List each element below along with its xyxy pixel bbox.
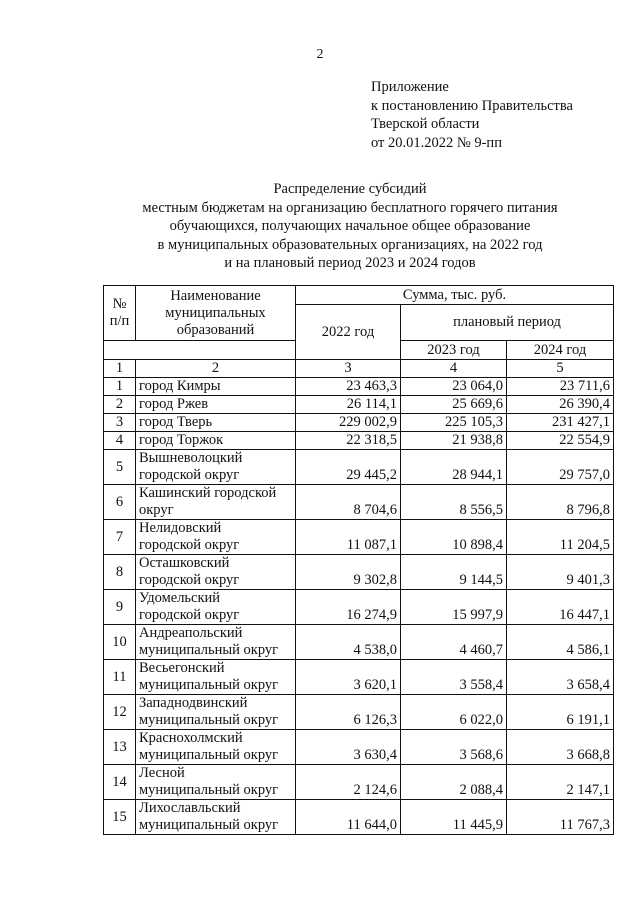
value-2023: 8 556,5 bbox=[401, 485, 507, 520]
table-row bbox=[104, 660, 614, 695]
table-row bbox=[104, 730, 614, 765]
row-number: 14 bbox=[104, 765, 136, 800]
row-number: 1 bbox=[104, 378, 136, 396]
header-2023: 2023 год bbox=[401, 341, 507, 360]
municipality-name bbox=[136, 378, 296, 396]
appendix-line: от 20.01.2022 № 9-пп bbox=[371, 134, 502, 151]
page-number: 2 bbox=[316, 47, 324, 62]
value-2023: 9 144,5 bbox=[401, 555, 507, 590]
municipality-name-line: городской округ bbox=[139, 607, 240, 623]
value-2023: 11 445,9 bbox=[401, 800, 507, 835]
value-2024: 3 668,8 bbox=[507, 730, 614, 765]
value-2024: 9 401,3 bbox=[507, 555, 614, 590]
municipality-name-line: муниципальный округ bbox=[139, 677, 279, 693]
value-2022: 26 114,1 bbox=[296, 396, 401, 414]
row-number: 12 bbox=[104, 695, 136, 730]
column-number: 1 bbox=[104, 360, 136, 378]
value-2024: 26 390,4 bbox=[507, 396, 614, 414]
municipality-name-line: городской округ bbox=[139, 467, 240, 483]
header-sum: Сумма, тыс. руб. bbox=[296, 286, 614, 305]
municipality-name bbox=[136, 520, 296, 555]
table-row bbox=[104, 590, 614, 625]
column-number: 3 bbox=[296, 360, 401, 378]
value-2023: 10 898,4 bbox=[401, 520, 507, 555]
row-number: 6 bbox=[104, 485, 136, 520]
municipality-name-line: муниципальный округ bbox=[139, 712, 279, 728]
value-2024: 6 191,1 bbox=[507, 695, 614, 730]
title-line: и на плановый период 2023 и 2024 годов bbox=[224, 255, 476, 271]
header-spacer bbox=[104, 341, 296, 360]
title-line: обучающихся, получающих начальное общее образование bbox=[169, 218, 531, 234]
municipality-name-line: город Торжок bbox=[139, 432, 224, 448]
municipality-name-line: округ bbox=[139, 502, 174, 518]
value-2024: 22 554,9 bbox=[507, 432, 614, 450]
value-2024: 11 767,3 bbox=[507, 800, 614, 835]
municipality-name bbox=[136, 485, 296, 520]
subsidy-table bbox=[103, 285, 614, 835]
value-2022: 4 538,0 bbox=[296, 625, 401, 660]
municipality-name bbox=[136, 396, 296, 414]
header-number-line: п/п bbox=[109, 313, 130, 329]
municipality-name-line: муниципальный округ bbox=[139, 747, 279, 763]
municipality-name-line: Кашинский городской bbox=[139, 485, 277, 501]
value-2022: 11 644,0 bbox=[296, 800, 401, 835]
table-row bbox=[104, 520, 614, 555]
municipality-name-line: муниципальный округ bbox=[139, 817, 279, 833]
municipality-name bbox=[136, 555, 296, 590]
appendix-line: Приложение bbox=[371, 79, 449, 95]
municipality-name-line: муниципальный округ bbox=[139, 782, 279, 798]
header-2022: 2022 год bbox=[296, 305, 401, 360]
row-number: 11 bbox=[104, 660, 136, 695]
value-2022: 6 126,3 bbox=[296, 695, 401, 730]
row-number: 4 bbox=[104, 432, 136, 450]
row-number: 5 bbox=[104, 450, 136, 485]
municipality-name-line: Нелидовский bbox=[139, 520, 222, 536]
municipality-name bbox=[136, 695, 296, 730]
table-row bbox=[104, 555, 614, 590]
table-row bbox=[104, 765, 614, 800]
title-line: в муниципальных образовательных организациях, на 2022 год bbox=[157, 236, 543, 253]
table-row bbox=[104, 695, 614, 730]
column-number: 4 bbox=[401, 360, 507, 378]
column-number: 5 bbox=[507, 360, 614, 378]
value-2022: 29 445,2 bbox=[296, 450, 401, 485]
municipality-name bbox=[136, 432, 296, 450]
header-2024: 2024 год bbox=[507, 341, 614, 360]
municipality-name-line: городской округ bbox=[139, 537, 240, 553]
municipality-name bbox=[136, 730, 296, 765]
table-row bbox=[104, 414, 614, 432]
column-number: 2 bbox=[136, 360, 296, 378]
municipality-name-line: Осташковский bbox=[139, 555, 230, 571]
municipality-name-line: Андреапольский bbox=[139, 625, 243, 641]
municipality-name bbox=[136, 414, 296, 432]
table-row bbox=[104, 378, 614, 396]
row-number: 3 bbox=[104, 414, 136, 432]
table-row bbox=[104, 485, 614, 520]
municipality-name bbox=[136, 660, 296, 695]
value-2023: 28 944,1 bbox=[401, 450, 507, 485]
row-number: 7 bbox=[104, 520, 136, 555]
value-2023: 15 997,9 bbox=[401, 590, 507, 625]
municipality-name bbox=[136, 590, 296, 625]
value-2023: 3 568,6 bbox=[401, 730, 507, 765]
municipality-name-line: муниципальный округ bbox=[139, 642, 279, 658]
value-2024: 2 147,1 bbox=[507, 765, 614, 800]
header-name-line: образований bbox=[176, 322, 255, 338]
value-2024: 11 204,5 bbox=[507, 520, 614, 555]
municipality-name-line: город Кимры bbox=[139, 378, 221, 394]
table-row bbox=[104, 450, 614, 485]
appendix-line: к постановлению Правительства bbox=[371, 97, 573, 114]
row-number: 8 bbox=[104, 555, 136, 590]
value-2023: 21 938,8 bbox=[401, 432, 507, 450]
value-2024: 3 658,4 bbox=[507, 660, 614, 695]
value-2022: 22 318,5 bbox=[296, 432, 401, 450]
row-number: 2 bbox=[104, 396, 136, 414]
value-2023: 4 460,7 bbox=[401, 625, 507, 660]
municipality-name-line: Лесной bbox=[139, 765, 185, 781]
row-number: 9 bbox=[104, 590, 136, 625]
municipality-name-line: Весьегонский bbox=[139, 660, 225, 676]
municipality-name-line: город Тверь bbox=[139, 414, 213, 430]
appendix-block bbox=[371, 78, 573, 152]
document-title bbox=[0, 180, 640, 273]
value-2022: 229 002,9 bbox=[296, 414, 401, 432]
value-2024: 231 427,1 bbox=[507, 414, 614, 432]
municipality-name-line: Западнодвинский bbox=[139, 695, 248, 711]
title-line: Распределение субсидий bbox=[273, 181, 427, 197]
header-name-line: муниципальных bbox=[165, 305, 266, 321]
value-2023: 3 558,4 bbox=[401, 660, 507, 695]
row-number: 15 bbox=[104, 800, 136, 835]
appendix-line: Тверской области bbox=[371, 116, 480, 132]
value-2024: 16 447,1 bbox=[507, 590, 614, 625]
value-2024: 29 757,0 bbox=[507, 450, 614, 485]
header-name-line: Наименование bbox=[170, 288, 261, 304]
municipality-name-line: Лихославльский bbox=[139, 800, 241, 816]
title-line: местным бюджетам на организацию бесплатного горячего питания bbox=[142, 199, 558, 216]
row-number: 10 bbox=[104, 625, 136, 660]
value-2023: 23 064,0 bbox=[401, 378, 507, 396]
header-planned-period: плановый период bbox=[401, 305, 614, 341]
table-body bbox=[104, 378, 614, 835]
value-2023: 2 088,4 bbox=[401, 765, 507, 800]
value-2022: 8 704,6 bbox=[296, 485, 401, 520]
value-2023: 225 105,3 bbox=[401, 414, 507, 432]
row-number: 13 bbox=[104, 730, 136, 765]
value-2022: 3 630,4 bbox=[296, 730, 401, 765]
value-2022: 2 124,6 bbox=[296, 765, 401, 800]
value-2023: 6 022,0 bbox=[401, 695, 507, 730]
municipality-name-line: Удомельский bbox=[139, 590, 221, 606]
header-number-line: № bbox=[112, 296, 127, 312]
value-2024: 8 796,8 bbox=[507, 485, 614, 520]
value-2024: 23 711,6 bbox=[507, 378, 614, 396]
value-2023: 25 669,6 bbox=[401, 396, 507, 414]
municipality-name-line: Вышневолоцкий bbox=[139, 450, 243, 466]
value-2022: 23 463,3 bbox=[296, 378, 401, 396]
municipality-name bbox=[136, 765, 296, 800]
value-2022: 16 274,9 bbox=[296, 590, 401, 625]
municipality-name-line: Краснохолмский bbox=[139, 730, 243, 746]
table-row bbox=[104, 396, 614, 414]
municipality-name bbox=[136, 450, 296, 485]
municipality-name bbox=[136, 625, 296, 660]
value-2022: 11 087,1 bbox=[296, 520, 401, 555]
municipality-name-line: город Ржев bbox=[139, 396, 209, 412]
table-row bbox=[104, 625, 614, 660]
municipality-name-line: городской округ bbox=[139, 572, 240, 588]
table-row bbox=[104, 800, 614, 835]
value-2024: 4 586,1 bbox=[507, 625, 614, 660]
value-2022: 9 302,8 bbox=[296, 555, 401, 590]
value-2022: 3 620,1 bbox=[296, 660, 401, 695]
header-name bbox=[136, 286, 296, 341]
municipality-name bbox=[136, 800, 296, 835]
header-number bbox=[104, 286, 136, 341]
table-row bbox=[104, 432, 614, 450]
